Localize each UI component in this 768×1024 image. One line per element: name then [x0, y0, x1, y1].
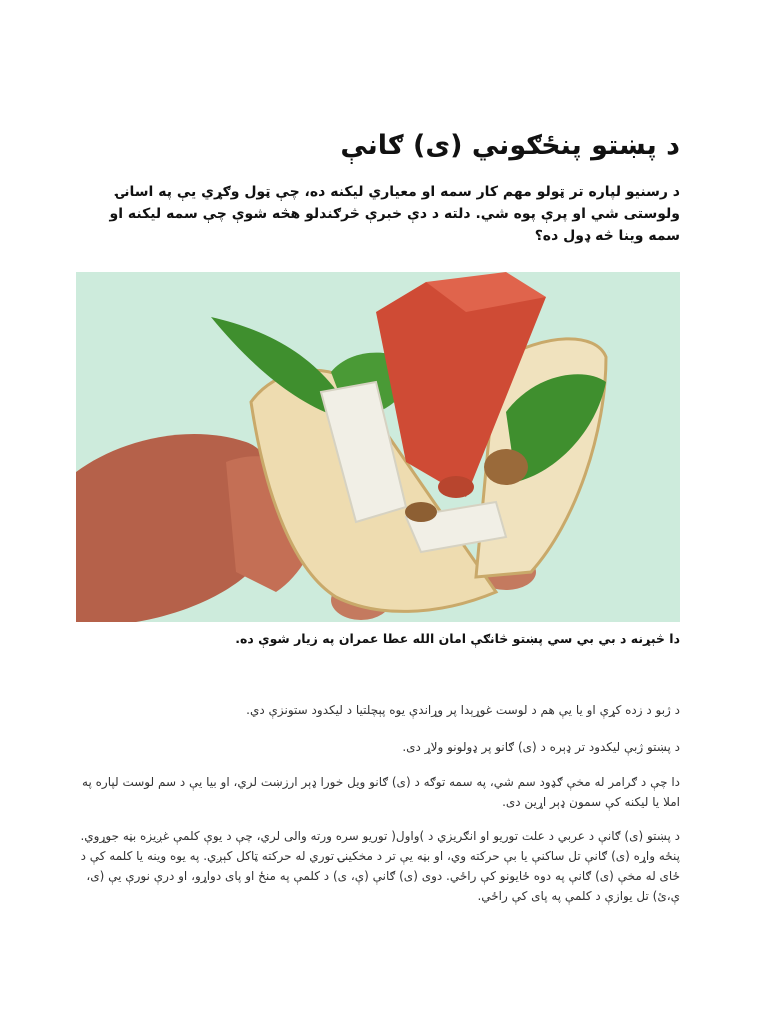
body-paragraph-2: د پښتو ژبې لیکدود تر ډېره د (ی) ګانو پر ډولونو ولاړ دی. [402, 740, 680, 754]
wrap-sandwich-image [76, 272, 680, 622]
article-lede: د رسنیو لپاره تر ټولو مهم کار سمه او معیاري لیکنه ده، چې ټول وګړي یې په اسانۍ ولوستی شي او پرې پوه شي. دلته د دې خبرې څرګندلو هڅه شوې چې سمه لیکنه او سمه وینا څه ډول ده؟ [109, 184, 680, 244]
body-paragraph-3: دا چې د ګرامر له مخې ګډود سم شي، په سمه توګه د (ی) ګانو ویل خورا ډېر ارزښت لري، او بیا یې د سم لوست لپاره په املا یا لیکنه کې سمون ډېر اړین دی. [82, 775, 680, 809]
image-caption: دا څېړنه د بي بي سي پښتو څانګې امان الله عطا عمران په زيار شوې ده. [235, 631, 680, 646]
article-title: د پښتو پنځګوني (ی) ګانې [340, 130, 680, 161]
body-paragraph-4: د پښتو (ی) ګانې د عربي د علت توریو او انګریزي د )واول( توریو سره ورته والی لري، چې د یوې کلمې غږیزه بڼه جوړوي. پنځه واړه (ی) ګانې تل ساکنې یا بې حرکته وي، او بڼه یې تر د مخکینۍ توري له حرکته ټاکل کېږي. په یوه وینه یا کلمه کې د ځای له مخې (ی) ګانې په دوه ځایونو کې راځي. دوی (ی) ګانې (ې، ی) د کلمې په منځ او پای دواړو، او درې نورې یې (ی، ې،ئ) تل یوازې د کلمې په پای کې راځي. [80, 829, 680, 903]
body-paragraph-1: د ژبو د زده کړې او یا یې هم د لوست غوړېدا پر وړاندې یوه پېچلتیا د لیکدود ستونزې دي. [246, 703, 680, 717]
